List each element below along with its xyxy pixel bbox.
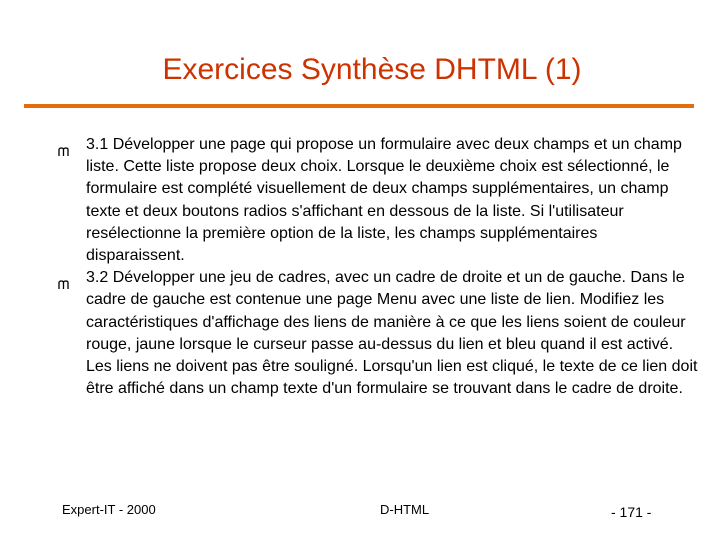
bullet-item-3-1 bbox=[58, 134, 698, 267]
footer-author: Expert-IT - 2000 bbox=[62, 502, 156, 517]
slide-title: Exercices Synthèse DHTML (1) bbox=[162, 53, 582, 86]
bullet-item-3-2 bbox=[58, 267, 698, 400]
bullet-m-icon bbox=[58, 274, 70, 284]
page-number: - 171 - bbox=[611, 504, 652, 520]
bullet-list bbox=[58, 134, 698, 400]
title-divider bbox=[24, 104, 694, 108]
footer-topic: D-HTML bbox=[380, 502, 430, 517]
bullet-m-icon bbox=[58, 141, 70, 151]
bullet-text: 3.2 Développer une jeu de cadres, avec un cadre de droite et un de gauche. Dans le cadre de gauche est contenue une page Menu avec une liste de lien. Modifiez les caractéristiques d'affichage des liens de manière à ce que les liens soient de couleur rouge, jaune lorsque le curseur passe au-dessus du lien et bleu quand il est activé. Les liens ne doivent pas être souligné. Lorsqu'un lien est cliqué, le texte de ce lien doit être affiché dans un champ texte d'un formulaire se trouvant dans le cadre de droite. bbox=[86, 269, 698, 398]
bullet-text: 3.1 Développer une page qui propose un formulaire avec deux champs et un champ liste. Cette liste propose deux choix. Lorsque le deuxième choix est sélectionné, le formulaire est complété visuellement de deux champs supplémentaires, un champ texte et deux boutons radios s'affichant en dessous de la liste. Si l'utilisateur resélectionne la première option de la liste, les champs supplémentaires disparaissent. bbox=[86, 136, 682, 265]
